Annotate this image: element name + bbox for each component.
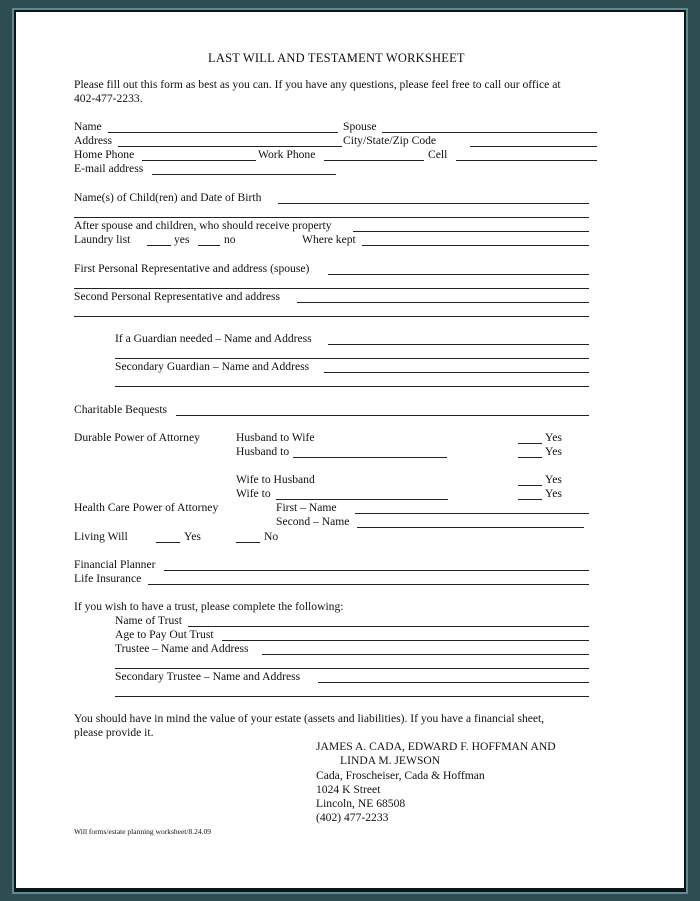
life-insurance-field[interactable] xyxy=(148,584,589,585)
first-name-field[interactable] xyxy=(355,513,589,514)
children-field[interactable] xyxy=(278,203,589,204)
trust-intro: If you wish to have a trust, please complete the following: xyxy=(74,600,344,613)
secondary-trustee-label: Secondary Trustee – Name and Address xyxy=(115,670,301,683)
trust-name-field[interactable] xyxy=(188,626,589,627)
husband-to-wife-label: Husband to Wife xyxy=(236,431,315,444)
closing-line-1: You should have in mind the value of your estate (assets and liabilities). If you have a financial sheet, xyxy=(74,712,545,725)
wife-to-husband-blank[interactable] xyxy=(518,485,542,486)
work-phone-label: Work Phone xyxy=(258,148,316,161)
health-care-poa-label: Health Care Power of Attorney xyxy=(74,501,219,514)
life-insurance-label: Life Insurance xyxy=(74,572,142,585)
closing-line-2: please provide it. xyxy=(74,726,154,739)
second-rep-label: Second Personal Representative and address xyxy=(74,290,281,303)
guardian-field[interactable] xyxy=(328,344,589,345)
living-will-no-blank[interactable] xyxy=(236,542,260,543)
city-state-zip-label: City/State/Zip Code xyxy=(343,134,437,147)
secondary-trustee-field[interactable] xyxy=(318,682,589,683)
email-field[interactable] xyxy=(152,174,336,175)
secondary-guardian-label: Secondary Guardian – Name and Address xyxy=(115,360,310,373)
home-phone-label: Home Phone xyxy=(74,148,135,161)
address-field[interactable] xyxy=(118,146,342,147)
laundry-list-label: Laundry list xyxy=(74,233,131,246)
after-spouse-label: After spouse and children, who should receive property xyxy=(74,219,332,232)
firm-attorneys-line-1: JAMES A. CADA, EDWARD F. HOFFMAN AND xyxy=(316,740,556,753)
financial-planner-label: Financial Planner xyxy=(74,558,156,571)
wife-to-husband-yes: Yes xyxy=(545,473,562,486)
after-spouse-field[interactable] xyxy=(353,231,589,232)
firm-street: 1024 K Street xyxy=(316,783,381,796)
home-phone-field[interactable] xyxy=(142,160,256,161)
wife-to-label: Wife to xyxy=(236,487,271,500)
trustee-field[interactable] xyxy=(262,654,589,655)
living-will-no: No xyxy=(264,530,279,543)
spouse-label: Spouse xyxy=(343,120,377,133)
second-rep-field-line-2[interactable] xyxy=(74,316,589,317)
guardian-field-line-2[interactable] xyxy=(115,358,589,359)
intro-line-1: Please fill out this form as best as you can. If you have any questions, please feel free to call our office at xyxy=(74,78,561,91)
intro-line-2: 402-477-2233. xyxy=(74,92,143,105)
trust-name-label: Name of Trust xyxy=(115,614,182,627)
firm-phone: (402) 477-2233 xyxy=(316,811,389,824)
first-rep-label: First Personal Representative and address (spouse) xyxy=(74,262,310,275)
firm-attorneys-line-2: LINDA M. JEWSON xyxy=(340,754,441,767)
charitable-field[interactable] xyxy=(176,415,589,416)
where-kept-field[interactable] xyxy=(362,245,589,246)
address-label: Address xyxy=(74,134,112,147)
where-kept-label: Where kept xyxy=(302,233,356,246)
children-label: Name(s) of Child(ren) and Date of Birth xyxy=(74,191,262,204)
first-rep-field-line-2[interactable] xyxy=(74,288,589,289)
husband-to-yes: Yes xyxy=(545,445,562,458)
cell-label: Cell xyxy=(428,148,448,161)
email-label: E-mail address xyxy=(74,162,144,175)
first-name-label: First – Name xyxy=(276,501,337,514)
second-name-label: Second – Name xyxy=(276,515,350,528)
page-title: LAST WILL AND TESTAMENT WORKSHEET xyxy=(208,51,465,65)
laundry-no-label: no xyxy=(224,233,236,246)
husband-to-wife-yes: Yes xyxy=(545,431,562,444)
wife-to-field[interactable] xyxy=(276,499,448,500)
age-payout-label: Age to Pay Out Trust xyxy=(115,628,214,641)
laundry-yes-label: yes xyxy=(174,233,190,246)
wife-to-blank[interactable] xyxy=(518,499,542,500)
name-field[interactable] xyxy=(108,132,338,133)
first-rep-field[interactable] xyxy=(328,274,589,275)
work-phone-field[interactable] xyxy=(324,160,424,161)
second-name-field[interactable] xyxy=(357,527,584,528)
living-will-label: Living Will xyxy=(74,530,128,543)
secondary-guardian-field[interactable] xyxy=(324,372,589,373)
husband-to-wife-blank[interactable] xyxy=(518,443,542,444)
children-field-line-2[interactable] xyxy=(74,217,589,218)
wife-to-yes: Yes xyxy=(545,487,562,500)
husband-to-blank[interactable] xyxy=(518,457,542,458)
firm-name: Cada, Froscheiser, Cada & Hoffman xyxy=(316,769,485,782)
living-will-yes: Yes xyxy=(184,530,201,543)
firm-city: Lincoln, NE 68508 xyxy=(316,797,406,810)
secondary-trustee-field-line-2[interactable] xyxy=(115,696,589,697)
second-rep-field[interactable] xyxy=(297,302,589,303)
durable-poa-label: Durable Power of Attorney xyxy=(74,431,200,444)
trustee-field-line-2[interactable] xyxy=(115,668,589,669)
laundry-no-blank[interactable] xyxy=(198,245,220,246)
guardian-label: If a Guardian needed – Name and Address xyxy=(115,332,312,345)
husband-to-field[interactable] xyxy=(293,457,447,458)
charitable-label: Charitable Bequests xyxy=(74,403,168,416)
spouse-field[interactable] xyxy=(382,132,597,133)
footer-note: Will forms/estate planning worksheet/8.24.09 xyxy=(74,827,211,836)
name-label: Name xyxy=(74,120,102,133)
secondary-guardian-field-line-2[interactable] xyxy=(115,386,589,387)
laundry-yes-blank[interactable] xyxy=(147,245,171,246)
worksheet-page xyxy=(16,12,684,888)
living-will-yes-blank[interactable] xyxy=(156,542,180,543)
wife-to-husband-label: Wife to Husband xyxy=(236,473,315,486)
cell-field[interactable] xyxy=(456,160,597,161)
age-payout-field[interactable] xyxy=(222,640,589,641)
trustee-label: Trustee – Name and Address xyxy=(115,642,249,655)
city-state-zip-field[interactable] xyxy=(470,146,597,147)
financial-planner-field[interactable] xyxy=(164,570,589,571)
husband-to-label: Husband to xyxy=(236,445,290,458)
